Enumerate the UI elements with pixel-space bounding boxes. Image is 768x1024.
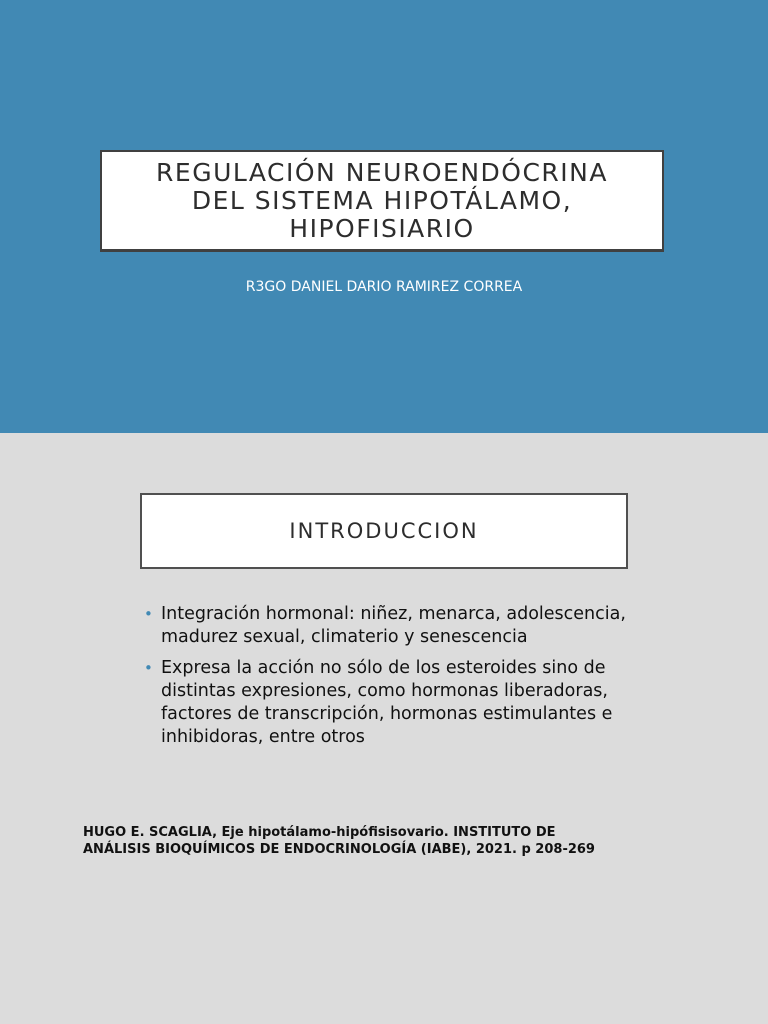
title-box <box>100 150 664 252</box>
presenter-name: R3GO DANIEL DARIO RAMIREZ CORREA <box>245 279 523 295</box>
bullet-dot-icon: • <box>144 605 153 623</box>
slide-title: REGULACIÓN NEUROENDÓCRINA DEL SISTEMA HIPOTÁLAMO, HIPOFISIARIO <box>156 157 608 243</box>
title-slide <box>0 0 768 433</box>
slide-heading: INTRODUCCION <box>289 519 479 543</box>
bullet-item <box>142 657 632 749</box>
bullet-item <box>142 603 632 649</box>
intro-slide <box>0 433 768 1024</box>
bullet-list <box>142 603 632 757</box>
heading-box <box>140 493 628 569</box>
bullet-dot-icon: • <box>144 659 153 677</box>
bullet-text: Integración hormonal: niñez, menarca, adolescencia, madurez sexual, climaterio y senescencia <box>161 604 626 647</box>
bullet-text: Expresa la acción no sólo de los esteroides sino de distintas expresiones, como hormonas liberadoras, factores de transcripción, hormonas estimulantes e inhibidoras, entre otros <box>161 658 613 747</box>
bibliographic-reference: HUGO E. SCAGLIA, Eje hipotálamo-hipófisisovario. INSTITUTO DE ANÁLISIS BIOQUÍMICOS DE ENDOCRINOLOGÍA (IABE), 2021. p 208-269 <box>83 825 595 857</box>
